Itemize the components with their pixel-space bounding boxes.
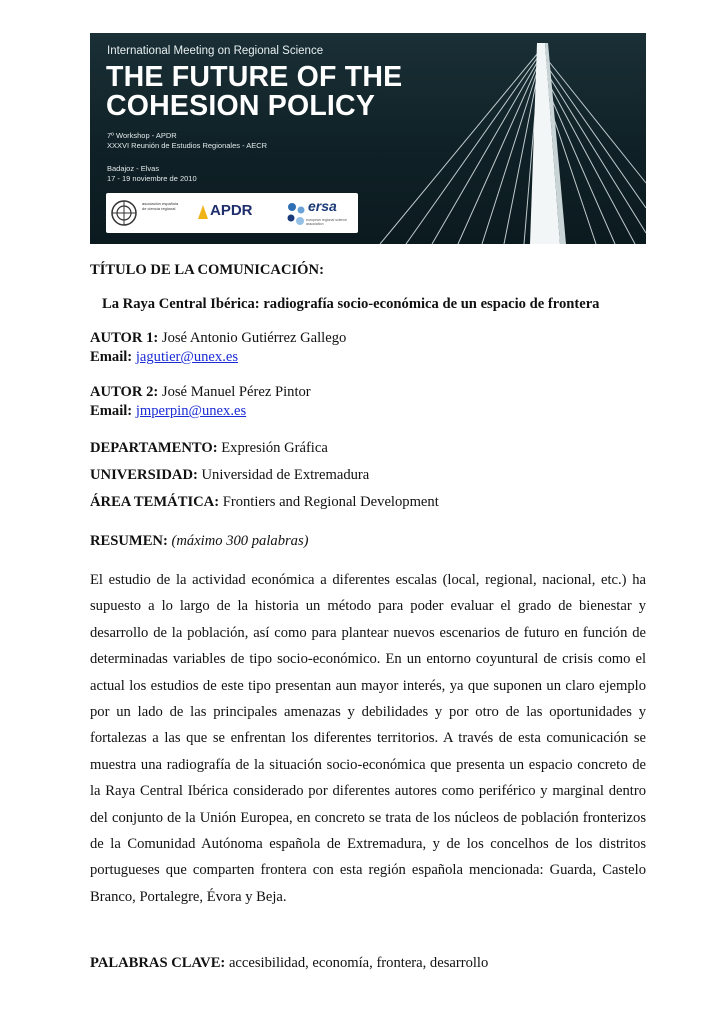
communication-title: La Raya Central Ibérica: radiografía socio-económica de un espacio de frontera: [102, 296, 600, 312]
apdr-logo-icon: [198, 205, 208, 219]
resumen-note: (máximo 300 palabras): [171, 533, 309, 549]
banner-title-line2: COHESION POLICY: [106, 90, 376, 122]
conference-banner: [90, 33, 646, 244]
workshop-text: 7º Workshop - APDR: [107, 131, 177, 140]
autor1-line: [90, 330, 346, 347]
resumen-label: RESUMEN:: [90, 533, 168, 549]
place-text: Badajoz - Elvas: [107, 164, 160, 173]
reunion-text: XXXVI Reunión de Estudios Regionales - AECR: [107, 141, 268, 150]
autor2-email-link[interactable]: jmperpin@unex.es: [135, 403, 247, 419]
email-label: Email:: [90, 349, 133, 365]
meeting-name: International Meeting on Regional Science: [107, 45, 324, 57]
palabras-label: PALABRAS CLAVE:: [90, 955, 226, 971]
area-value: Frontiers and Regional Development: [222, 494, 439, 510]
area-label: ÁREA TEMÁTICA:: [90, 494, 220, 510]
dates-text: 17 - 19 noviembre de 2010: [107, 174, 197, 183]
departamento-line: [90, 440, 328, 457]
autor2-name: José Manuel Pérez Pintor: [161, 384, 311, 400]
universidad-line: [90, 467, 369, 484]
ersa-logo-icon: [284, 199, 308, 229]
apdr-logo: APDR: [210, 202, 253, 219]
autor1-email-link[interactable]: jagutier@unex.es: [135, 349, 239, 365]
sponsor-logos: [106, 193, 358, 233]
autor1-email-line: [90, 349, 238, 366]
departamento-value: Expresión Gráfica: [221, 440, 328, 456]
banner-title-line1: THE FUTURE OF THE: [106, 61, 403, 93]
autor2-email-line: [90, 403, 246, 420]
titulo-heading: TÍTULO DE LA COMUNICACIÓN:: [90, 262, 324, 278]
universidad-label: UNIVERSIDAD:: [90, 467, 198, 483]
aecr-logo-icon: [110, 199, 138, 227]
departamento-label: DEPARTAMENTO:: [90, 440, 218, 456]
autor1-name: José Antonio Gutiérrez Gallego: [161, 330, 347, 346]
aecr-logo-text: asociación española de ciencia regional: [142, 201, 179, 211]
ersa-logo-subtitle: european regional science association: [306, 218, 348, 226]
palabras-value: accesibilidad, economía, frontera, desarrollo: [228, 955, 489, 971]
palabras-line: [90, 955, 488, 972]
banner-title: [106, 63, 466, 121]
autor2-line: [90, 384, 311, 401]
area-line: [90, 494, 439, 511]
autor2-label: AUTOR 2:: [90, 384, 159, 400]
autor1-label: AUTOR 1:: [90, 330, 159, 346]
email-label: Email:: [90, 403, 133, 419]
ersa-logo: ersa: [308, 198, 337, 214]
abstract-paragraph: El estudio de la actividad económica a diferentes escalas (local, regional, nacional, etc.) ha supuesto a lo largo de la historia un método para poder evaluar el grado de bienestar y desarrollo de la población, así como para plantear nuevos escenarios de futuro en función de determinadas variables de tipo socio-económico. En un entorno coyuntural de crisis como el actual los estudios de este tipo presentan aun mayor interés, ya que suponen un claro ejemplo por un lado de las principales amenazas y debilidades y por otro de las oportunidades y fortalezas a las que se enfrentan los diferentes territorios. A través de esta comunicación se muestra una radiografía de la situación socio-económica que presenta un espacio concreto de la Raya Central Ibérica considerado por diferentes autores como periférico y marginal dentro del conjunto de la Unión Europea, en concreto se trata de los núcleos de población fronterizos de la Comunidad Autónoma española de Extremadura, y de los concelhos de los distritos portugueses que comparten frontera con esta región española mencionada: Guarda, Castelo Branco, Portalegre, Évora y Beja.: [90, 572, 646, 905]
resumen-line: [90, 533, 309, 550]
universidad-value: Universidad de Extremadura: [201, 467, 370, 483]
